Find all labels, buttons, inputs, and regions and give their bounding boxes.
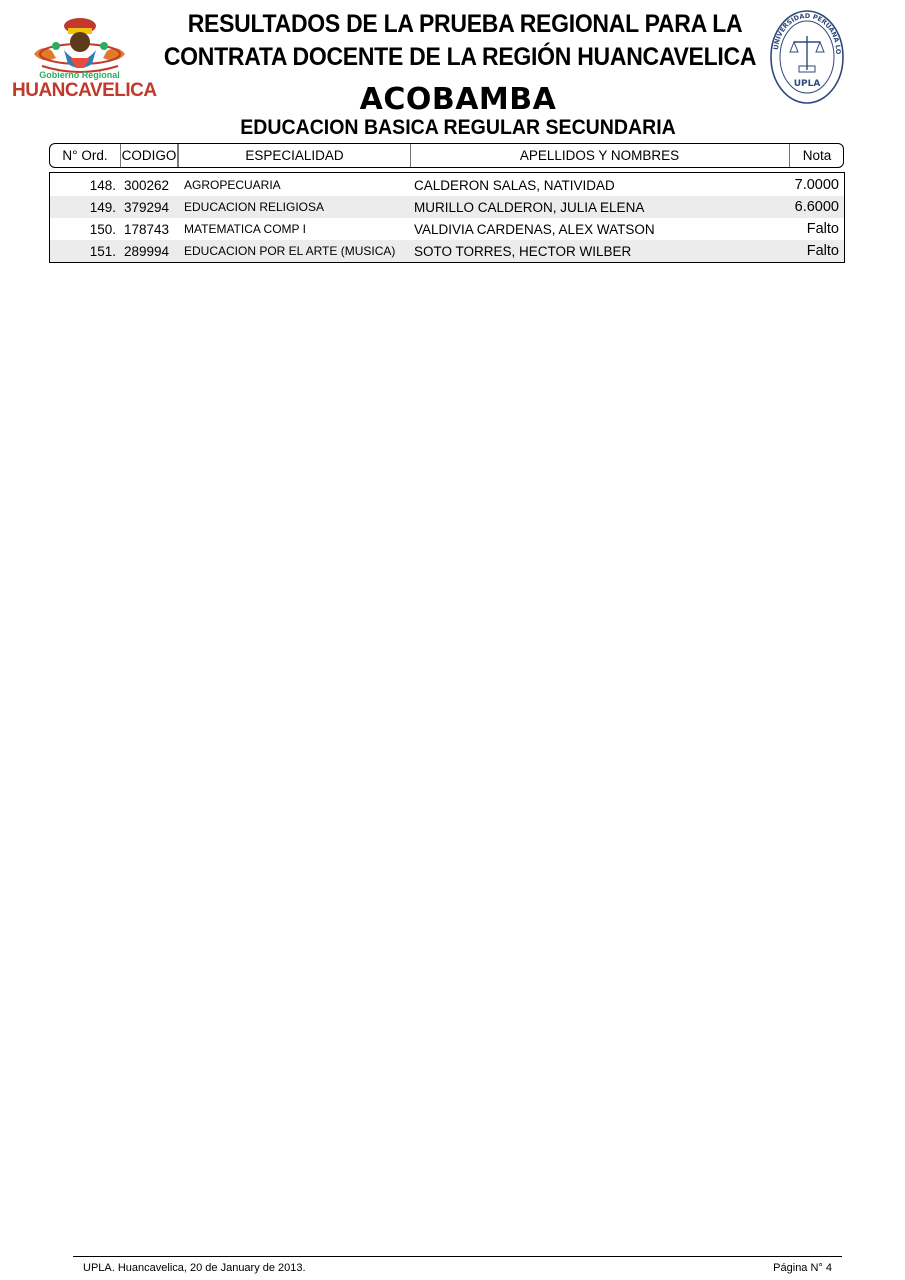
table-row bbox=[50, 240, 844, 262]
table-row bbox=[50, 174, 844, 196]
seal-abbr: UPLA bbox=[793, 79, 821, 89]
cell-nombres: CALDERON SALAS, NATIVIDAD bbox=[414, 177, 615, 193]
cell-nota: 6.6000 bbox=[794, 199, 839, 215]
cell-nombres: VALDIVIA CARDENAS, ALEX WATSON bbox=[414, 221, 655, 237]
svg-text:UNIVERSIDAD PERUANA LOS ANDES bbox=[768, 8, 842, 55]
cell-especialidad: MATEMATICA COMP I bbox=[184, 222, 307, 236]
cell-codigo: 300262 bbox=[124, 177, 170, 193]
seal-text: UNIVERSIDAD PERUANA LO bbox=[772, 11, 843, 55]
upla-seal-icon bbox=[768, 8, 846, 106]
cell-especialidad: AGROPECUARIA bbox=[184, 178, 281, 192]
cell-nombres: SOTO TORRES, HECTOR WILBER bbox=[414, 243, 632, 259]
document-title-line-1: RESULTADOS DE LA PRUEBA REGIONAL PARA LA bbox=[187, 10, 743, 38]
table-row bbox=[50, 196, 844, 218]
cell-ord: 149. bbox=[89, 199, 116, 215]
table-row bbox=[50, 218, 844, 240]
cell-codigo: 178743 bbox=[124, 221, 170, 237]
cell-especialidad: EDUCACION POR EL ARTE (MUSICA) bbox=[184, 244, 396, 258]
column-header-especialidad: ESPECIALIDAD bbox=[178, 144, 411, 167]
cell-ord: 150. bbox=[89, 221, 116, 237]
footer-divider bbox=[73, 1256, 842, 1257]
table-header bbox=[49, 143, 844, 168]
results-table bbox=[49, 172, 845, 263]
level-heading: EDUCACION BASICA REGULAR SECUNDARIA bbox=[240, 116, 676, 139]
document-title-line-2: CONTRATA DOCENTE DE LA REGIÓN HUANCAVELICA bbox=[163, 43, 757, 71]
gobierno-regional-logo bbox=[12, 6, 157, 104]
cell-codigo: 379294 bbox=[124, 199, 170, 215]
column-header-nota: Nota bbox=[802, 148, 832, 163]
cell-nombres: MURILLO CALDERON, JULIA ELENA bbox=[414, 199, 645, 215]
upla-seal bbox=[768, 8, 846, 106]
logo-subtitle: Gobierno Regional bbox=[39, 70, 120, 80]
page-number: Página N° 4 bbox=[773, 1262, 832, 1274]
cell-especialidad: EDUCACION RELIGIOSA bbox=[184, 200, 325, 214]
column-header-ord: N° Ord. bbox=[50, 144, 121, 167]
cell-nota: 7.0000 bbox=[794, 177, 839, 193]
province-heading: ACOBAMBA bbox=[359, 82, 557, 117]
cell-ord: 151. bbox=[89, 243, 116, 259]
cell-nota: Falto bbox=[806, 243, 839, 259]
column-header-nombres: APELLIDOS Y NOMBRES bbox=[410, 144, 790, 167]
logo-name: HUANCAVELICA bbox=[12, 80, 157, 101]
cell-nota: Falto bbox=[806, 221, 839, 237]
footer-date: UPLA. Huancavelica, 20 de January de 2013. bbox=[83, 1262, 306, 1274]
cell-codigo: 289994 bbox=[124, 243, 170, 259]
column-header-codigo: CODIGO bbox=[121, 144, 178, 167]
cell-ord: 148. bbox=[89, 177, 116, 193]
